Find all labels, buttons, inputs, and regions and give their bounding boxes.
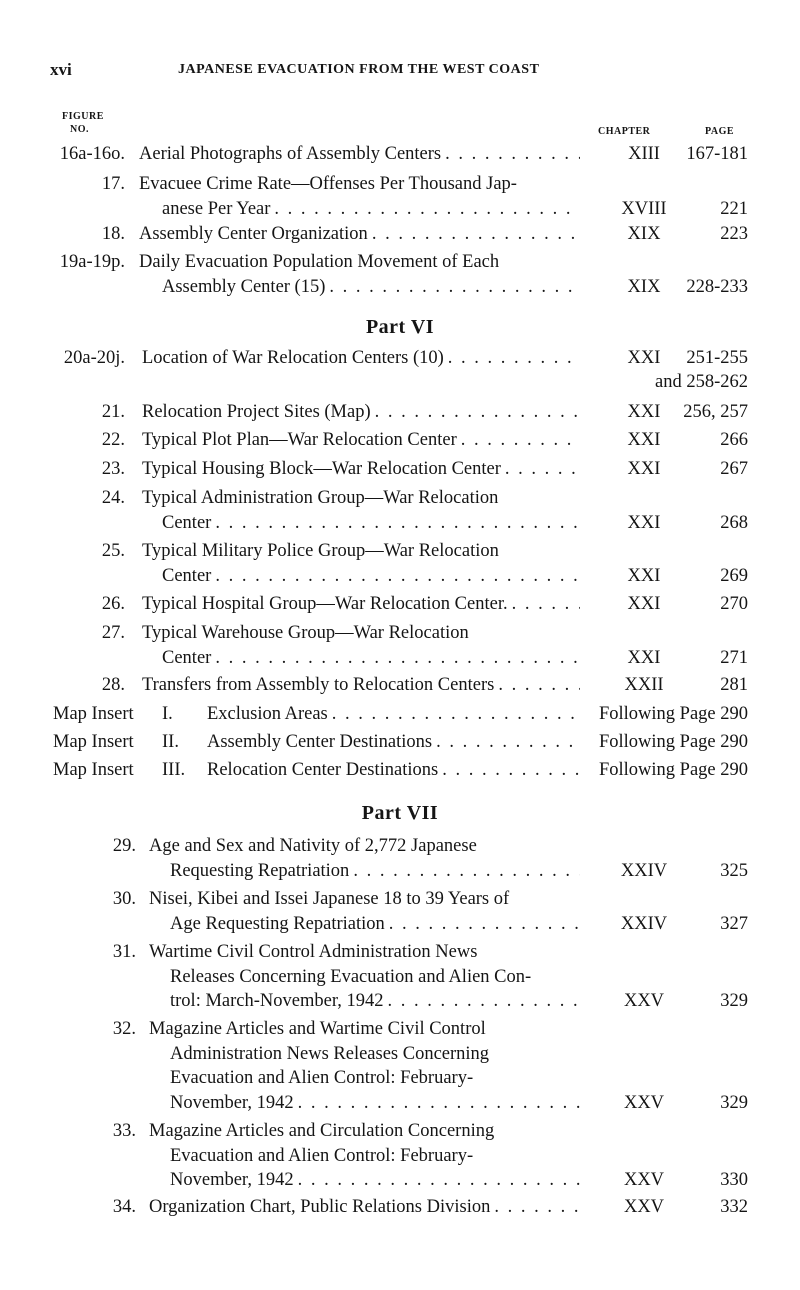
leader-dots <box>385 914 580 935</box>
leader-dots <box>432 732 579 753</box>
map-insert-following-page: Following Page 290 <box>598 704 748 724</box>
page-number: 268 <box>720 512 748 533</box>
figure-title-line: Center . . . <box>162 513 580 534</box>
map-insert-title: Assembly Center Destinations . . . <box>207 732 579 753</box>
figure-title-line: anese Per Year . . . <box>162 199 580 220</box>
part-vii-heading: Part VII <box>361 802 439 824</box>
figure-title-line: Evacuation and Alien Control: February- <box>170 1068 474 1088</box>
map-insert-label: Map Insert <box>53 760 134 780</box>
running-title: JAPANESE EVACUATION FROM THE WEST COAST <box>178 62 540 77</box>
figure-number: 24. <box>101 488 125 508</box>
page-number: 329 <box>720 991 748 1011</box>
page-number: 251-255 <box>686 348 748 368</box>
figure-number: 28. <box>101 675 125 695</box>
page-number: 266 <box>720 430 748 450</box>
map-insert-roman: III. <box>162 760 186 780</box>
figure-number: 23. <box>101 459 125 479</box>
leader-dots <box>368 224 580 245</box>
figure-title-line: November, 1942 . . . <box>170 1170 580 1191</box>
chapter-number: XXI <box>627 402 661 422</box>
figure-title-line: trol: March-November, 1942 . . . <box>170 991 580 1012</box>
figure-title-line: Wartime Civil Control Administration News <box>149 942 478 962</box>
figure-title-line: Nisei, Kibei and Issei Japanese 18 to 39 Years of <box>149 889 510 909</box>
page-number: 228-233 <box>686 276 748 297</box>
figure-title-line: Age Requesting Repatriation . . . <box>170 914 580 935</box>
chapter-number: XXV <box>623 1092 665 1113</box>
figure-title-line: Evacuation and Alien Control: February- <box>170 1145 474 1166</box>
figure-title-line: Organization Chart, Public Relations Division . . . <box>149 1197 580 1218</box>
figure-number: 19a-19p. <box>59 252 125 272</box>
figure-number: 32. <box>112 1019 136 1039</box>
map-insert-roman: II. <box>162 732 179 752</box>
leader-dots <box>211 648 580 669</box>
figure-number: 27. <box>101 623 125 643</box>
page-number: 167-181 <box>686 144 748 164</box>
chapter-number: XXV <box>623 1197 665 1217</box>
leader-dots <box>211 566 580 587</box>
figure-title-line: Releases Concerning Evacuation and Alien Con- <box>170 966 532 987</box>
chapter-number: XVIII <box>621 198 667 219</box>
leader-dots <box>211 513 580 534</box>
figure-title-line: Location of War Relocation Centers (10) . . . <box>142 348 580 369</box>
figure-title-line: Requesting Repatriation . . . <box>170 861 580 882</box>
figure-title-line: Age and Sex and Nativity of 2,772 Japanese <box>149 836 477 856</box>
figure-title-line: Typical Warehouse Group—War Relocation <box>142 623 469 643</box>
map-insert-following-page: Following Page 290 <box>598 760 748 780</box>
leader-dots <box>457 430 580 451</box>
figure-title-line: Evacuee Crime Rate—Offenses Per Thousand Jap- <box>139 174 517 194</box>
figure-title-line: Assembly Center Organization . . . <box>139 224 580 245</box>
leader-dots <box>328 704 579 725</box>
page-number: 281 <box>720 675 748 695</box>
figure-title-line: Typical Administration Group—War Relocation <box>142 488 499 508</box>
page-number: 221 <box>720 198 748 219</box>
figure-title-line: Magazine Articles and Wartime Civil Control <box>149 1019 486 1039</box>
chapter-number: XXV <box>623 991 665 1011</box>
map-insert-roman: I. <box>162 704 173 724</box>
chapter-number: XIX <box>627 276 661 297</box>
figure-title-line: Typical Military Police Group—War Relocation <box>142 541 499 561</box>
map-insert-title: Relocation Center Destinations . . . <box>207 760 579 781</box>
figure-number: 30. <box>112 889 136 909</box>
figure-title-line: Administration News Releases Concerning <box>170 1043 490 1064</box>
chapter-number: XXIV <box>620 860 668 881</box>
chapter-number: XXI <box>627 512 661 533</box>
leader-dots <box>444 348 580 369</box>
chapter-number: XXI <box>627 594 661 614</box>
chapter-number: XXIV <box>620 913 668 934</box>
chapter-column-header: CHAPTER <box>598 126 651 137</box>
chapter-number: XXI <box>627 430 661 450</box>
figure-number: 17. <box>101 174 125 194</box>
leader-dots <box>508 594 580 615</box>
figure-title-line: Transfers from Assembly to Relocation Centers . . . <box>142 675 580 696</box>
page-folio: xvi <box>50 60 72 79</box>
leader-dots <box>384 991 581 1012</box>
leader-dots <box>270 199 580 220</box>
leader-dots <box>438 760 579 781</box>
chapter-number: XXI <box>627 647 661 668</box>
page-number: 330 <box>720 1170 748 1190</box>
figure-title-line: Center . . . <box>162 566 580 587</box>
leader-dots <box>501 459 580 480</box>
page-column-header: PAGE <box>705 126 735 137</box>
chapter-number: XIX <box>627 224 661 244</box>
page-number-continued: and 258-262 <box>655 372 748 392</box>
figure-title-line: Assembly Center (15) . . . <box>162 277 580 298</box>
chapter-number: XXI <box>627 459 661 479</box>
leader-dots <box>294 1093 580 1114</box>
figure-number: 33. <box>112 1121 136 1141</box>
figure-title-line: Center . . . <box>162 648 580 669</box>
figure-number: 21. <box>101 402 125 422</box>
figure-title-line: Relocation Project Sites (Map) . . . <box>142 402 580 423</box>
page-number: 269 <box>720 565 748 586</box>
figure-title-line: Typical Hospital Group—War Relocation Center. . . . <box>142 594 580 615</box>
figure-number: 20a-20j. <box>63 348 125 368</box>
leader-dots <box>371 402 580 423</box>
page-number: 267 <box>720 459 748 479</box>
page-number: 223 <box>720 224 748 244</box>
figure-title-line: Daily Evacuation Population Movement of Each <box>139 252 500 272</box>
chapter-number: XXII <box>624 675 664 695</box>
figure-title-line: Typical Plot Plan—War Relocation Center . . . <box>142 430 580 451</box>
leader-dots <box>294 1170 580 1191</box>
map-insert-label: Map Insert <box>53 732 134 752</box>
map-insert-following-page: Following Page 290 <box>598 732 748 752</box>
map-insert-label: Map Insert <box>53 704 134 724</box>
figure-number: 25. <box>101 541 125 561</box>
figure-title-line: Magazine Articles and Circulation Concerning <box>149 1121 495 1141</box>
leader-dots <box>349 861 580 882</box>
page-number: 327 <box>720 913 748 934</box>
map-insert-title: Exclusion Areas . . . <box>207 704 579 725</box>
chapter-number: XXI <box>627 565 661 586</box>
part-vi-heading: Part VI <box>365 316 435 338</box>
figure-title-line: November, 1942 . . . <box>170 1093 580 1114</box>
figure-title-line: Aerial Photographs of Assembly Centers . . . <box>139 144 580 165</box>
figure-column-header: FIGURE NO. <box>62 111 104 135</box>
page-number: 332 <box>720 1197 748 1217</box>
chapter-number: XIII <box>628 144 660 164</box>
chapter-number: XXV <box>623 1170 665 1190</box>
figure-number: 18. <box>101 224 125 244</box>
figure-number: 34. <box>112 1197 136 1217</box>
chapter-number: XXI <box>627 348 661 368</box>
page-number: 329 <box>720 1092 748 1113</box>
page-number: 325 <box>720 860 748 881</box>
figure-number: 31. <box>112 942 136 962</box>
leader-dots <box>490 1197 580 1218</box>
figure-title-line: Typical Housing Block—War Relocation Center . . . <box>142 459 580 480</box>
page-number: 256, 257 <box>683 402 748 422</box>
page-header <box>50 60 750 82</box>
figure-number: 29. <box>112 836 136 856</box>
figure-number: 16a-16o. <box>59 144 125 164</box>
page-number: 270 <box>720 594 748 614</box>
leader-dots <box>494 675 580 696</box>
figure-number: 26. <box>101 594 125 614</box>
page-number: 271 <box>720 647 748 668</box>
figure-number: 22. <box>101 430 125 450</box>
leader-dots <box>441 144 580 165</box>
leader-dots <box>325 277 580 298</box>
